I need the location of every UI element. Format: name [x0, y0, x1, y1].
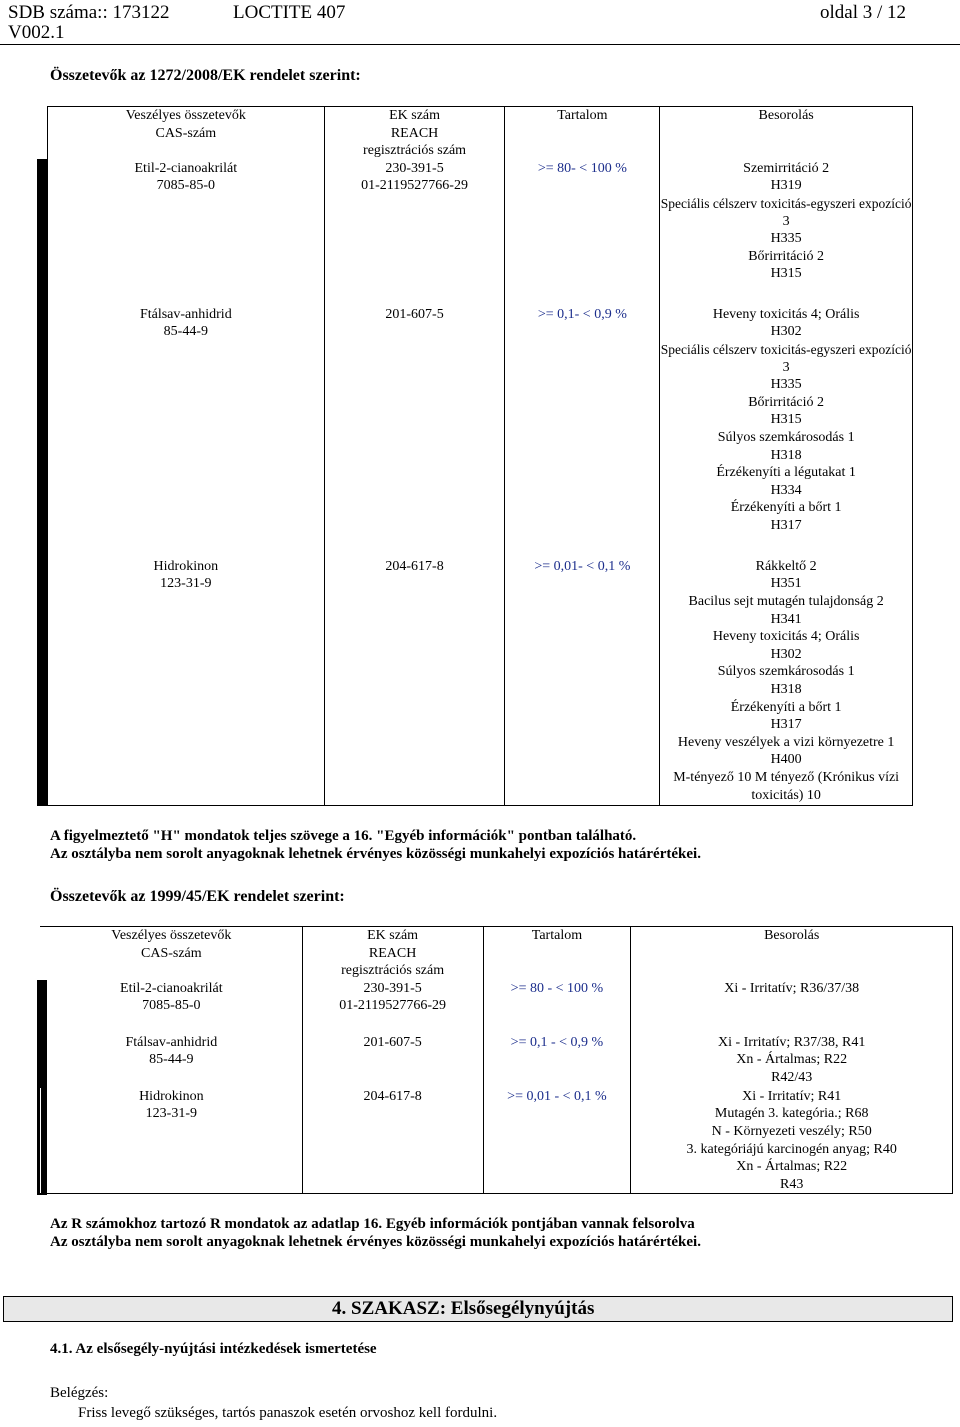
reach-number: 01-2119527766-29 — [339, 998, 446, 1014]
table-row — [48, 558, 913, 806]
classification-line: Xn - Ártalmas; R22 — [736, 1159, 848, 1175]
classification-line: Speciális célszerv toxicitás-egyszeri expozíció — [660, 341, 912, 357]
content-range: >= 80- < 100 % — [537, 160, 627, 176]
table-row — [41, 1088, 953, 1194]
component-name: Etil-2-cianoakrilát — [120, 980, 223, 996]
ek-number: 201-607-5 — [363, 1034, 422, 1050]
classification-line: N - Környezeti veszély; R50 — [711, 1123, 872, 1139]
classification-line: H302 — [770, 324, 802, 340]
header-reg: regisztrációs szám — [341, 963, 445, 979]
classification-line: H318 — [770, 447, 802, 463]
table-header-row — [48, 107, 913, 160]
classification-line: 3. kategóriájú karcinogén anyag; R40 — [686, 1141, 897, 1157]
classification-line: H335 — [770, 231, 802, 247]
classification-line: H351 — [770, 576, 802, 592]
classification-line: H317 — [770, 717, 802, 733]
header-classification: Besorolás — [764, 928, 820, 943]
header-rule — [0, 44, 960, 45]
section4-banner — [3, 1296, 953, 1322]
classification-line: Rákkeltő 2 — [755, 558, 817, 574]
classification-line: M-tényező 10 M tényező (Krónikus vízi — [673, 769, 900, 785]
exposure-limits-note: Az osztályba nem sorolt anyagoknak lehetnek érvényes közösségi munkahelyi expozíciós határértékei. — [50, 1234, 701, 1250]
content-range: >= 80 - < 100 % — [510, 980, 604, 996]
component-name: Hidrokinon — [153, 558, 219, 574]
component-name: Ftálsav-anhidrid — [139, 306, 232, 322]
classification-line: H341 — [770, 611, 802, 627]
reach-number: 01-2119527766-29 — [361, 178, 468, 194]
sdb-number: SDB száma:: 173122 — [8, 2, 170, 23]
classification-line: Érzékenyíti a légutakat 1 — [716, 465, 856, 481]
content-range: >= 0,01 - < 0,1 % — [507, 1088, 607, 1104]
classification-line: H302 — [770, 646, 802, 662]
page-number: oldal 3 / 12 — [820, 2, 907, 23]
composition-table-dpd — [40, 926, 953, 1194]
table-header-row — [41, 927, 953, 980]
classification-line: Speciális célszerv toxicitás-egyszeri expozíció — [660, 195, 912, 211]
header-components: Veszélyes összetevők — [125, 108, 246, 123]
ek-number: 230-391-5 — [363, 980, 422, 996]
content-range: >= 0,1 - < 0,9 % — [510, 1034, 604, 1050]
content-range: >= 0,01- < 0,1 % — [534, 558, 631, 574]
table-row — [48, 160, 913, 306]
header-ek: EK szám — [367, 928, 419, 943]
section4-title: 4. SZAKASZ: Elsősegélynyújtás — [332, 1298, 595, 1319]
header-reach: REACH — [390, 125, 439, 141]
classification-line: 3 — [782, 213, 790, 229]
product-name: LOCTITE 407 — [233, 2, 346, 23]
content-range: >= 0,1- < 0,9 % — [537, 306, 627, 322]
header-content: Tartalom — [531, 928, 583, 943]
header-reach: REACH — [368, 945, 417, 961]
classification-line: H319 — [770, 178, 802, 194]
inhalation-text: Friss levegő szükséges, tartós panaszok esetén orvoshoz kell fordulni. — [78, 1405, 498, 1421]
cas-number: 123-31-9 — [145, 1106, 197, 1122]
classification-line: Bőrirritáció 2 — [748, 248, 825, 264]
section4-1-title: 4.1. Az elsősegély-nyújtási intézkedések ismertetése — [50, 1341, 377, 1357]
cas-number: 7085-85-0 — [156, 178, 215, 194]
classification-line: toxicitás) 10 — [751, 787, 821, 803]
header-ek: EK szám — [389, 108, 441, 123]
section1-title: Összetevők az 1272/2008/EK rendelet szerint: — [50, 67, 361, 84]
table-row — [41, 980, 953, 1034]
classification-line: H335 — [770, 377, 802, 393]
classification-line: H317 — [770, 517, 802, 533]
cas-number: 85-44-9 — [163, 324, 208, 340]
header-reg: regisztrációs szám — [363, 143, 467, 159]
classification-line: H400 — [770, 752, 802, 768]
header-cas: CAS-szám — [155, 125, 217, 141]
section2-title: Összetevők az 1999/45/EK rendelet szerint: — [50, 888, 345, 905]
classification-line: Súlyos szemkárosodás 1 — [717, 664, 855, 680]
classification-line: Bacilus sejt mutagén tulajdonság 2 — [688, 593, 884, 609]
classification-line: H334 — [770, 482, 802, 498]
cas-number: 7085-85-0 — [142, 998, 201, 1014]
header-cas: CAS-szám — [141, 945, 202, 961]
classification-line: Heveny toxicitás 4; Orális — [712, 629, 860, 645]
classification-line: R43 — [780, 1176, 804, 1192]
ek-number: 230-391-5 — [385, 160, 444, 176]
inhalation-label: Belégzés: — [50, 1385, 109, 1401]
classification-line: 3 — [782, 359, 790, 375]
classification-line: Szemirritáció 2 — [743, 160, 830, 176]
classification-line: Mutagén 3. kategória.; R68 — [714, 1106, 869, 1122]
header-components: Veszélyes összetevők — [111, 928, 232, 943]
component-name: Etil-2-cianoakrilát — [134, 160, 238, 176]
classification-line: R42/43 — [771, 1069, 813, 1085]
classification-line: Heveny veszélyek a vizi környezetre 1 — [677, 734, 895, 750]
classification-line: H318 — [770, 681, 802, 697]
classification-line: Érzékenyíti a bőrt 1 — [730, 500, 842, 516]
classification-line: Xn - Ártalmas; R22 — [736, 1052, 848, 1068]
component-name: Ftálsav-anhidrid — [125, 1034, 218, 1050]
classification-line: Xi - Irritatív; R37/38, R41 — [717, 1034, 866, 1050]
r-phrases-note: Az R számokhoz tartozó R mondatok az adatlap 16. Egyéb információk pontjában vannak felsorolva — [50, 1216, 695, 1232]
component-name: Hidrokinon — [139, 1088, 204, 1104]
cas-number: 123-31-9 — [160, 576, 212, 592]
classification-line: Xi - Irritatív; R41 — [742, 1088, 842, 1104]
ek-number: 201-607-5 — [385, 306, 444, 322]
header-content: Tartalom — [557, 108, 608, 123]
ek-number: 204-617-8 — [363, 1088, 422, 1104]
h-statements-note: A figyelmeztető "H" mondatok teljes szövege a 16. "Egyéb információk" pontban található. — [50, 828, 637, 844]
classification-line: H315 — [770, 412, 802, 428]
table-row — [48, 306, 913, 558]
composition-table-clp — [47, 106, 913, 806]
exposure-limits-note: Az osztályba nem sorolt anyagoknak lehetnek érvényes közösségi munkahelyi expozíciós határértékei. — [50, 846, 701, 862]
ek-number: 204-617-8 — [385, 558, 444, 574]
classification-line: H315 — [770, 266, 802, 282]
classification-line: Heveny toxicitás 4; Orális — [712, 306, 860, 322]
classification-line: Bőrirritáció 2 — [748, 394, 825, 410]
cas-number: 85-44-9 — [149, 1052, 194, 1068]
table-row — [41, 1034, 953, 1088]
classification-line: Súlyos szemkárosodás 1 — [717, 429, 855, 445]
classification-line: Érzékenyíti a bőrt 1 — [730, 699, 842, 715]
version: V002.1 — [8, 22, 65, 43]
classification-line: Xi - Irritatív; R36/37/38 — [724, 980, 860, 996]
revision-bar — [37, 159, 47, 806]
header-classification: Besorolás — [758, 108, 814, 123]
